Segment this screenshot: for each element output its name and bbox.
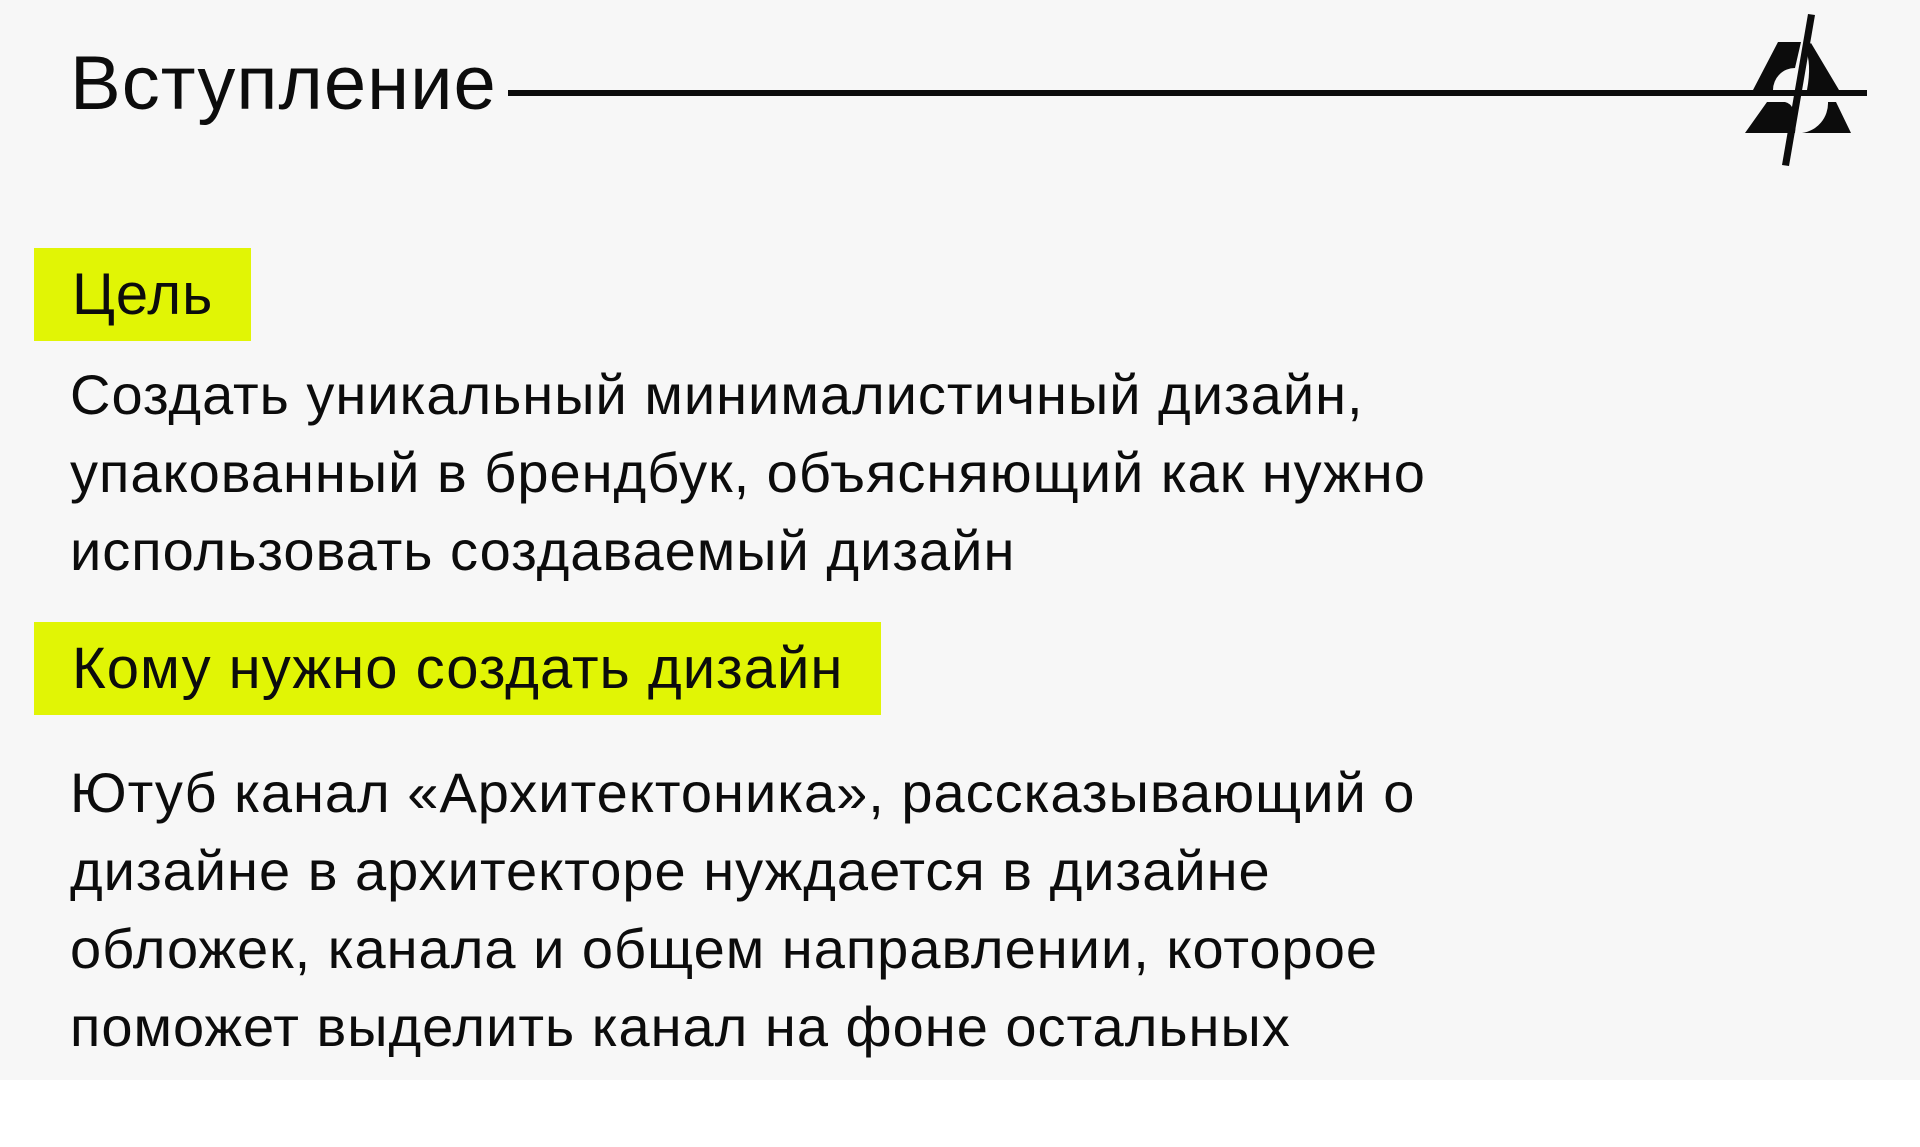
section-body-goal (70, 356, 1630, 590)
body-line: дизайне в архитекторе нуждается в дизайне (70, 839, 1271, 902)
section-body-audience (70, 754, 1630, 1066)
architectonica-logo-icon (1737, 6, 1877, 166)
section-label-goal-text: Цель (72, 262, 214, 327)
section-label-audience-text: Кому нужно создать дизайн (72, 636, 844, 701)
page-title: Вступление (70, 41, 497, 126)
body-line: поможет выделить канал на фоне остальных (70, 995, 1291, 1058)
header-divider-line (508, 90, 1867, 96)
section-label-goal (34, 248, 251, 341)
body-line: упакованный в брендбук, объясняющий как нужно (70, 441, 1426, 504)
body-line: Ютуб канал «Архитектоника», рассказывающий о (70, 761, 1416, 824)
body-line: использовать создаваемый дизайн (70, 519, 1016, 582)
section-label-audience (34, 622, 881, 715)
body-line: обложек, канала и общем направлении, которое (70, 917, 1378, 980)
body-line: Создать уникальный минималистичный дизайн, (70, 363, 1364, 426)
